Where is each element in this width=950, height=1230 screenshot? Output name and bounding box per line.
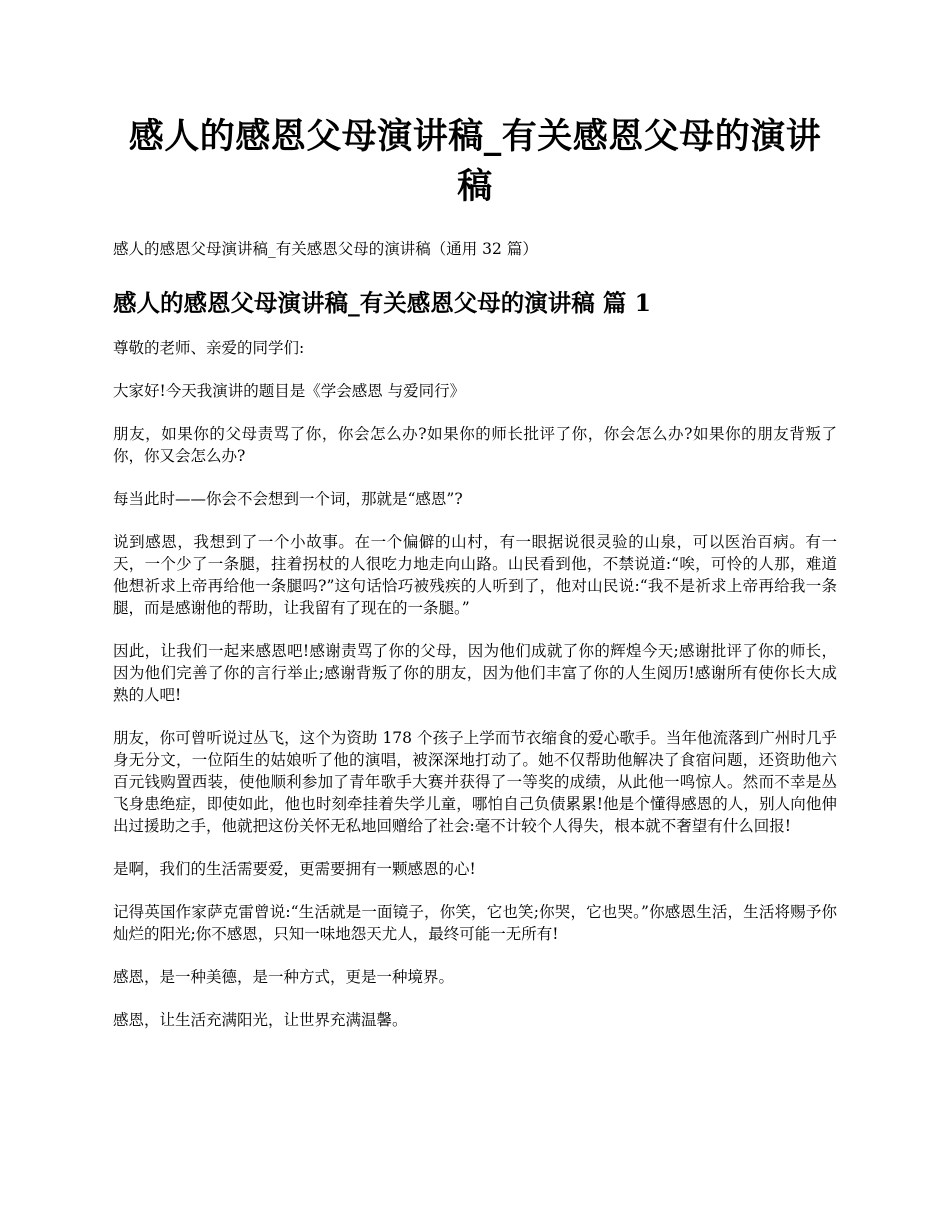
paragraph-quote: 记得英国作家萨克雷曾说:“生活就是一面镜子，你笑，它也笑;你哭，它也哭。”你感恩生活，生活将赐予你灿烂的阳光;你不感恩，只知一味地怨天尤人，最终可能一无所有! [113,903,837,943]
document-title: 感人的感恩父母演讲稿_有关感恩父母的演讲稿 [128,116,822,207]
document-subtitle: 感人的感恩父母演讲稿_有关感恩父母的演讲稿（通用 32 篇） [113,240,538,258]
paragraph-thanks: 因此，让我们一起来感恩吧!感谢责骂了你的父母，因为他们成就了你的辉煌今天;感谢批评了你的师长，因为他们完善了你的言行举止;感谢背叛了你的朋友，因为他们丰富了你的人生阅历!感谢所有使你长大成熟的人吧! [113,642,837,704]
paragraph-greeting: 大家好!今天我演讲的题目是《学会感恩 与爱同行》 [113,382,466,400]
paragraph-need-love: 是啊，我们的生活需要爱，更需要拥有一颗感恩的心! [113,860,476,878]
paragraph-salutation: 尊敬的老师、亲爱的同学们: [113,339,305,357]
paragraph-gratitude-word: 每当此时——你会不会想到一个词，那就是“感恩”? [113,490,463,508]
paragraph-sunshine: 感恩，让生活充满阳光，让世界充满温馨。 [113,1011,408,1029]
section-heading: 感人的感恩父母演讲稿_有关感恩父母的演讲稿 篇 1 [113,289,651,317]
paragraph-virtue: 感恩，是一种美德，是一种方式，更是一种境界。 [113,968,455,986]
paragraph-story: 说到感恩，我想到了一个小故事。在一个偏僻的山村，有一眼据说很灵验的山泉，可以医治百病。有一天，一个少了一条腿，拄着拐杖的人很吃力地走向山路。山民看到他，不禁说道:“唉，可怜的人那，难道他想祈求上帝再给他一条腿吗?”这句话恰巧被残疾的人听到了，他对山民说:“我不是祈求上帝再给我一条腿，而是感谢他的帮助，让我留有了现在的一条腿。” [113,533,837,617]
paragraph-congfei: 朋友，你可曾听说过丛飞，这个为资助 178 个孩子上学而节衣缩食的爱心歌手。当年他流落到广州时几乎身无分文，一位陌生的姑娘听了他的演唱，被深深地打动了。她不仅帮助他解决了食宿问题，还资助他六百元钱购置西装，使他顺利参加了青年歌手大赛并获得了一等奖的成绩，从此他一鸣惊人。然而不幸是丛飞身患绝症，即使如此，他也时刻牵挂着失学儿童，哪怕自己负债累累!他是个懂得感恩的人，别人向他伸出过援助之手，他就把这份关怀无私地回赠给了社会:毫不计较个人得失，根本就不奢望有什么回报! [113,729,837,835]
paragraph-questions: 朋友，如果你的父母责骂了你，你会怎么办?如果你的师长批评了你，你会怎么办?如果你的朋友背叛了你，你又会怎么办? [113,425,837,465]
